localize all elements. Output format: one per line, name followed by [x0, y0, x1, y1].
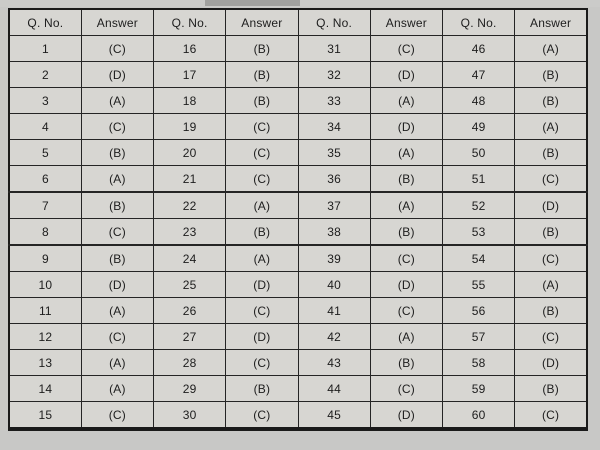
answer-cell: (B) [515, 219, 587, 246]
answer-cell: (C) [226, 402, 298, 430]
table-row [9, 36, 587, 62]
answer-cell: (A) [81, 166, 153, 193]
qno-cell: 48 [443, 88, 515, 114]
answer-cell: (A) [81, 350, 153, 376]
qno-cell: 11 [9, 298, 81, 324]
qno-cell: 34 [298, 114, 370, 140]
qno-cell: 58 [443, 350, 515, 376]
answer-key-body [9, 36, 587, 430]
answer-cell: (A) [515, 36, 587, 62]
answer-cell: (C) [515, 324, 587, 350]
answer-column-header: Answer [515, 9, 587, 36]
answer-cell: (C) [515, 245, 587, 272]
answer-cell: (A) [226, 192, 298, 219]
answer-cell: (B) [370, 350, 442, 376]
qno-cell: 52 [443, 192, 515, 219]
answer-cell: (D) [226, 272, 298, 298]
qno-cell: 55 [443, 272, 515, 298]
answer-cell: (A) [515, 272, 587, 298]
qno-cell: 17 [154, 62, 226, 88]
answer-cell: (C) [370, 376, 442, 402]
answer-cell: (D) [370, 62, 442, 88]
answer-cell: (B) [226, 36, 298, 62]
qno-cell: 31 [298, 36, 370, 62]
table-row [9, 376, 587, 402]
answer-column-header: Answer [226, 9, 298, 36]
qno-cell: 39 [298, 245, 370, 272]
top-gray-strip [0, 0, 600, 7]
answer-column-header: Answer [370, 9, 442, 36]
qno-cell: 32 [298, 62, 370, 88]
qno-cell: 22 [154, 192, 226, 219]
table-row [9, 140, 587, 166]
answer-cell: (B) [370, 166, 442, 193]
qno-cell: 1 [9, 36, 81, 62]
answer-cell: (B) [226, 88, 298, 114]
answer-cell: (C) [515, 166, 587, 193]
top-strip-highlight [205, 0, 300, 6]
qno-cell: 20 [154, 140, 226, 166]
qno-cell: 28 [154, 350, 226, 376]
qno-cell: 41 [298, 298, 370, 324]
qno-cell: 59 [443, 376, 515, 402]
answer-cell: (D) [370, 402, 442, 430]
table-row [9, 402, 587, 430]
answer-cell: (B) [515, 376, 587, 402]
table-row [9, 88, 587, 114]
answer-cell: (C) [226, 298, 298, 324]
qno-cell: 47 [443, 62, 515, 88]
qno-cell: 25 [154, 272, 226, 298]
qno-cell: 23 [154, 219, 226, 246]
qno-cell: 30 [154, 402, 226, 430]
answer-cell: (B) [226, 376, 298, 402]
qno-cell: 38 [298, 219, 370, 246]
qno-cell: 27 [154, 324, 226, 350]
qno-cell: 4 [9, 114, 81, 140]
qno-cell: 29 [154, 376, 226, 402]
answer-cell: (D) [226, 324, 298, 350]
qno-cell: 56 [443, 298, 515, 324]
answer-cell: (D) [370, 272, 442, 298]
qno-cell: 9 [9, 245, 81, 272]
table-row [9, 166, 587, 193]
qno-column-header: Q. No. [154, 9, 226, 36]
table-row [9, 62, 587, 88]
qno-cell: 43 [298, 350, 370, 376]
answer-column-header: Answer [81, 9, 153, 36]
answer-cell: (B) [370, 219, 442, 246]
answer-cell: (A) [370, 324, 442, 350]
answer-cell: (D) [81, 62, 153, 88]
qno-cell: 15 [9, 402, 81, 430]
answer-cell: (D) [515, 350, 587, 376]
answer-cell: (A) [370, 192, 442, 219]
qno-cell: 13 [9, 350, 81, 376]
qno-cell: 2 [9, 62, 81, 88]
qno-cell: 36 [298, 166, 370, 193]
qno-cell: 18 [154, 88, 226, 114]
answer-cell: (C) [226, 140, 298, 166]
qno-cell: 12 [9, 324, 81, 350]
answer-cell: (D) [515, 192, 587, 219]
answer-cell: (B) [226, 62, 298, 88]
answer-cell: (C) [81, 36, 153, 62]
qno-cell: 40 [298, 272, 370, 298]
qno-cell: 5 [9, 140, 81, 166]
qno-column-header: Q. No. [9, 9, 81, 36]
answer-cell: (B) [226, 219, 298, 246]
qno-cell: 45 [298, 402, 370, 430]
qno-cell: 16 [154, 36, 226, 62]
answer-cell: (B) [515, 88, 587, 114]
answer-cell: (C) [515, 402, 587, 430]
qno-cell: 24 [154, 245, 226, 272]
answer-cell: (A) [81, 298, 153, 324]
answer-cell: (C) [370, 245, 442, 272]
qno-cell: 49 [443, 114, 515, 140]
answer-cell: (C) [226, 166, 298, 193]
answer-cell: (A) [226, 245, 298, 272]
answer-cell: (B) [81, 140, 153, 166]
answer-cell: (D) [81, 272, 153, 298]
qno-cell: 60 [443, 402, 515, 430]
answer-cell: (B) [515, 140, 587, 166]
table-row [9, 114, 587, 140]
header-row [9, 9, 587, 36]
qno-cell: 50 [443, 140, 515, 166]
table-row [9, 298, 587, 324]
qno-cell: 14 [9, 376, 81, 402]
qno-cell: 8 [9, 219, 81, 246]
answer-cell: (C) [226, 114, 298, 140]
answer-cell: (A) [81, 376, 153, 402]
table-row [9, 219, 587, 246]
qno-cell: 26 [154, 298, 226, 324]
answer-cell: (C) [81, 219, 153, 246]
answer-cell: (C) [81, 324, 153, 350]
table-row [9, 324, 587, 350]
qno-cell: 6 [9, 166, 81, 193]
answer-cell: (C) [226, 350, 298, 376]
qno-cell: 35 [298, 140, 370, 166]
answer-cell: (B) [515, 298, 587, 324]
answer-cell: (A) [370, 140, 442, 166]
answer-cell: (A) [515, 114, 587, 140]
answer-cell: (A) [81, 88, 153, 114]
qno-cell: 51 [443, 166, 515, 193]
answer-key-table [8, 8, 588, 431]
table-row [9, 245, 587, 272]
qno-cell: 57 [443, 324, 515, 350]
answer-cell: (A) [370, 88, 442, 114]
answer-cell: (C) [81, 114, 153, 140]
qno-cell: 7 [9, 192, 81, 219]
qno-column-header: Q. No. [443, 9, 515, 36]
qno-cell: 53 [443, 219, 515, 246]
qno-cell: 42 [298, 324, 370, 350]
qno-cell: 10 [9, 272, 81, 298]
answer-cell: (C) [81, 402, 153, 430]
answer-cell: (D) [370, 114, 442, 140]
qno-cell: 21 [154, 166, 226, 193]
qno-cell: 3 [9, 88, 81, 114]
answer-cell: (C) [370, 36, 442, 62]
qno-cell: 33 [298, 88, 370, 114]
qno-cell: 46 [443, 36, 515, 62]
answer-cell: (B) [515, 62, 587, 88]
table-row [9, 272, 587, 298]
answer-cell: (B) [81, 192, 153, 219]
qno-cell: 37 [298, 192, 370, 219]
qno-column-header: Q. No. [298, 9, 370, 36]
qno-cell: 19 [154, 114, 226, 140]
answer-key-header-row [9, 9, 587, 36]
qno-cell: 44 [298, 376, 370, 402]
qno-cell: 54 [443, 245, 515, 272]
table-row [9, 350, 587, 376]
answer-cell: (B) [81, 245, 153, 272]
answer-cell: (C) [370, 298, 442, 324]
table-row [9, 192, 587, 219]
